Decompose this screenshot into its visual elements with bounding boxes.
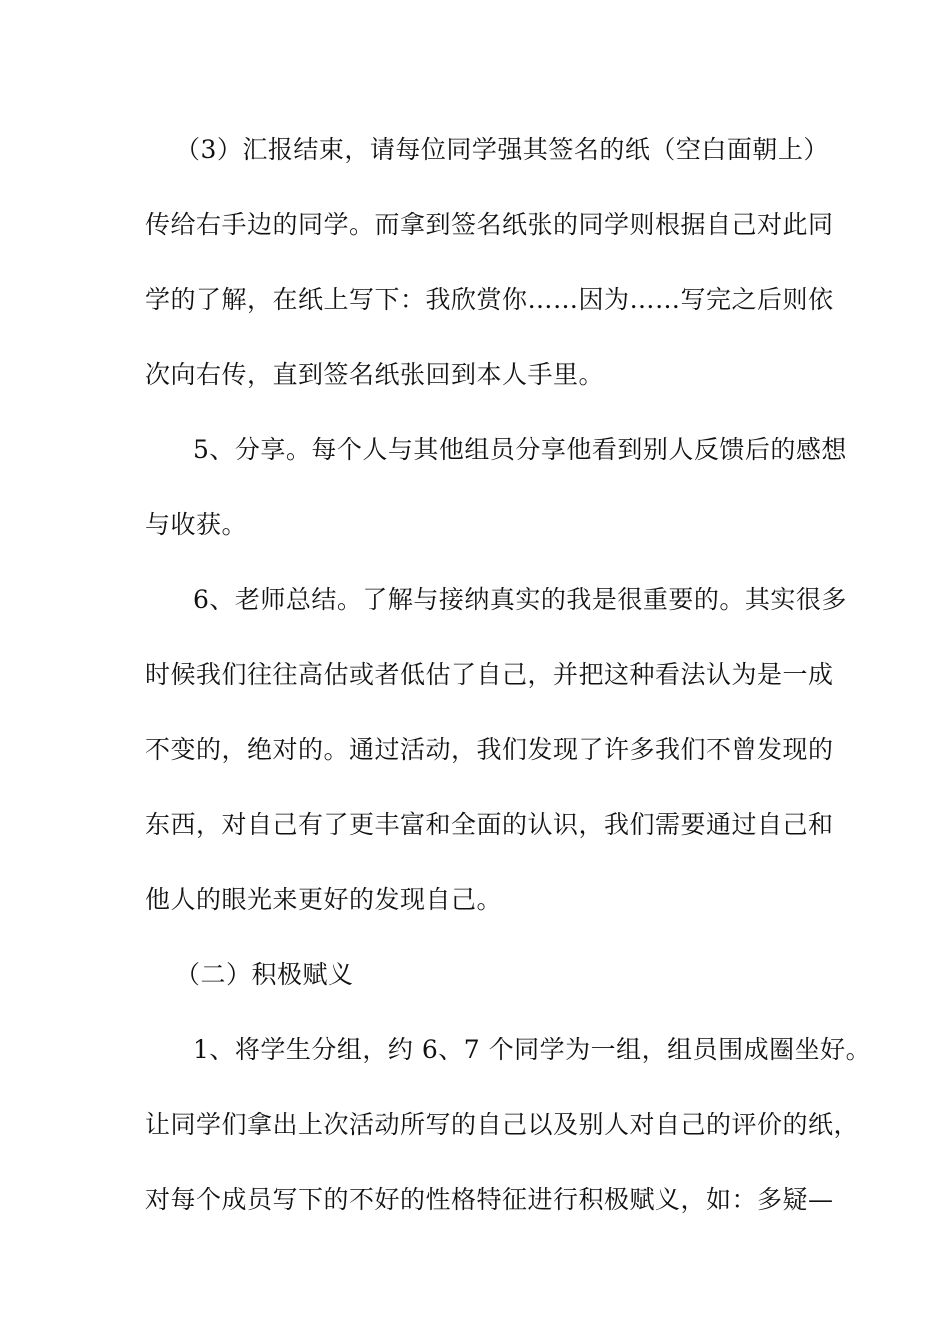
paragraph-summary-line-4: 东西，对自己有了更丰富和全面的认识，我们需要通过自己和 [145, 810, 834, 839]
paragraph-share-line-1: 5、分享。每个人与其他组员分享他看到别人反馈后的感想 [193, 435, 847, 464]
paragraph-step-3-line-4: 次向右传，直到签名纸张回到本人手里。 [145, 360, 605, 389]
paragraph-grouping-line-3: 对每个成员写下的不好的性格特征进行积极赋义，如：多疑— [145, 1185, 834, 1214]
paragraph-step-3-line-2: 传给右手边的同学。而拿到签名纸张的同学则根据自己对此同 [145, 210, 834, 239]
paragraph-summary-line-1: 6、老师总结。了解与接纳真实的我是很重要的。其实很多 [193, 585, 847, 614]
section-heading: （二）积极赋义 [175, 960, 354, 989]
paragraph-grouping-line-1: 1、将学生分组，约 6、7 个同学为一组，组员围成圈坐好。 [193, 1035, 872, 1064]
paragraph-step-3-line-3: 学的了解，在纸上写下：我欣赏你……因为……写完之后则依 [145, 285, 834, 314]
paragraph-grouping-line-2: 让同学们拿出上次活动所写的自己以及别人对自己的评价的纸， [145, 1110, 860, 1139]
paragraph-summary-line-3: 不变的，绝对的。通过活动，我们发现了许多我们不曾发现的 [145, 735, 834, 764]
paragraph-summary-line-5: 他人的眼光来更好的发现自己。 [145, 885, 503, 914]
paragraph-summary-line-2: 时候我们往往高估或者低估了自己，并把这种看法认为是一成 [145, 660, 834, 689]
paragraph-share-line-2: 与收获。 [145, 510, 248, 539]
paragraph-step-3-line-1: （3）汇报结束，请每位同学强其签名的纸（空白面朝上） [175, 135, 829, 164]
